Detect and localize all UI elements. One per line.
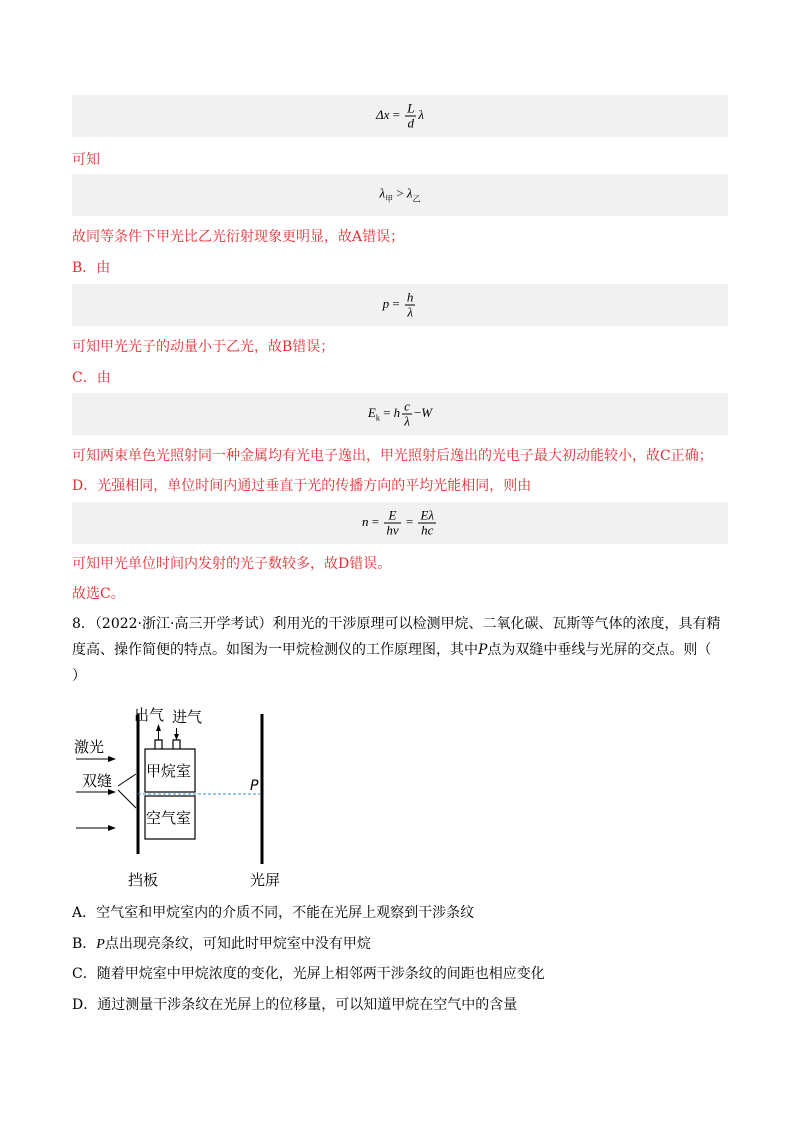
solution-text-1: 可知 [72,152,100,168]
question-line-3: ） [72,668,86,684]
solution-text-6: 可知两束单色光照射同一种金属均有光电子逸出，甲光照射后逸出的光电子最大初动能较小，故C正确； [72,448,713,464]
label-inlet: 进气 [172,708,203,726]
solution-text-9: 故选C。 [72,586,125,602]
option-b-label: B． [72,936,97,952]
equation-box-2 [72,174,728,216]
equation-momentum: p = $\frac{h}{\lambda}$ [382,289,414,320]
solution-text-8: 可知甲光单位时间内发射的光子数较多，故D错误。 [72,556,392,572]
option-c-label: C． [72,966,97,982]
option-b-text: 点出现亮条纹，可知此时甲烷室中没有甲烷 [104,936,371,952]
label-screen: 光屏 [250,871,281,889]
question-stem-1: 利用光的干涉原理可以检测甲烷、二氧化碳、瓦斯等气体的浓度，具有精 [272,616,721,632]
option-c[interactable] [72,964,545,984]
label-outlet: 出气 [134,706,165,724]
question-stem [72,611,732,689]
option-d-text: 通过测量干涉条纹在光屏上的位移量，可以知道甲烷在空气中的含量 [97,997,518,1013]
solution-text-4: 可知甲光光子的动量小于乙光，故B错误； [72,339,335,355]
label-double-slit: 双缝 [82,772,113,790]
option-a-text: 空气室和甲烷室内的介质不同，不能在光屏上观察到干涉条纹 [96,905,475,921]
option-d-label: D． [72,997,98,1013]
solution-text-7: D．光强相同，单位时间内通过垂直于光的传播方向的平均光能相同，则由 [72,478,532,494]
question-line-2 [72,637,732,663]
option-b-point-p: P [96,937,105,952]
equation-box-5 [72,502,728,544]
question-stem-2b: 点为双缝中垂线与光屏的交点。则（ [487,642,712,658]
solution-text-2: 故同等条件下甲光比乙光衍射现象更明显，故A错误； [72,229,405,245]
question-number: 8． [72,616,95,632]
option-a[interactable] [72,903,474,923]
option-c-text: 随着甲烷室中甲烷浓度的变化，光屏上相邻两干涉条纹的间距也相应变化 [96,966,545,982]
option-d[interactable] [72,995,517,1015]
label-baffle: 挡板 [128,871,159,889]
label-methane-chamber: 甲烷室 [146,762,192,780]
option-a-label: A． [72,905,97,921]
equation-delta-x: Δx = $\frac{L}{d}$ λ [375,100,425,131]
equation-photon-count: n = $\frac{E}{h\nu}$ = $\frac{E\lambda}{hc}$ [361,507,435,538]
label-point-p: P [250,778,259,794]
equation-kinetic-energy: $E_k = h$ $\frac{c}{\lambda}$ −W [367,398,433,429]
solution-text-3: B．由 [72,260,111,276]
solution-text-5: C．由 [72,370,111,386]
question-line-1 [72,611,732,637]
question-source: （2022·浙江·高三开学考试） [94,616,273,632]
methane-detector-diagram [70,704,300,894]
label-laser: 激光 [74,738,105,756]
equation-box-4 [72,393,728,435]
equation-wavelength-compare: $\lambda_甲 > \lambda_乙$ [379,185,421,204]
label-air-chamber: 空气室 [146,809,192,827]
equation-box-3 [72,284,728,326]
question-point-p: P [478,642,488,658]
equation-box-1 [72,95,728,137]
option-b[interactable] [72,934,371,955]
question-stem-2a: 度高、操作简便的特点。如图为一甲烷检测仪的工作原理图，其中 [72,642,478,658]
